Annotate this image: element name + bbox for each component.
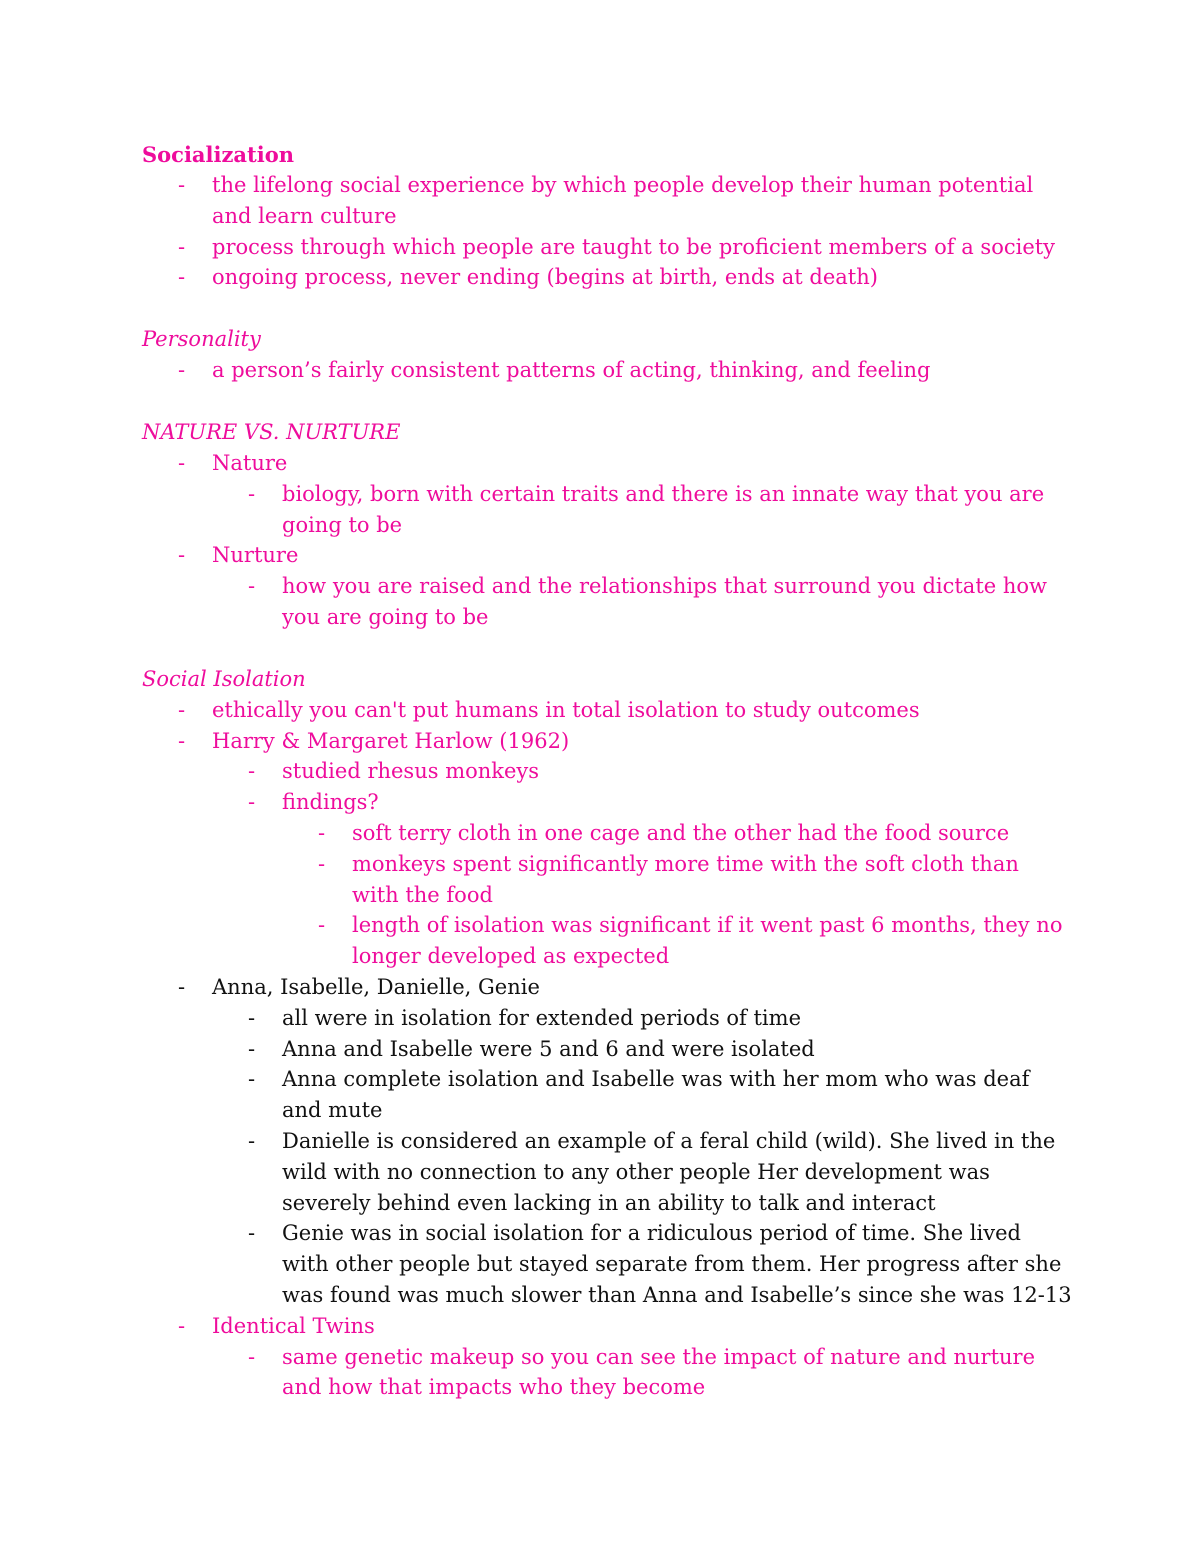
list-item-harlow — [142, 726, 1072, 757]
bullet-dash: - — [178, 358, 186, 383]
item-text: Anna, Isabelle, Danielle, Genie — [212, 974, 540, 999]
list-item — [142, 232, 1072, 263]
list-item-cases — [142, 972, 1072, 1003]
bullet-dash: - — [248, 759, 256, 784]
list-item — [142, 479, 1072, 541]
list-item — [142, 849, 1072, 911]
item-text: Identical Twins — [212, 1313, 375, 1338]
list-item — [142, 1064, 1072, 1126]
list-item-nature — [142, 448, 1072, 479]
item-text: Genie was in social isolation for a ridiculous period of time. She lived with other people but stayed separate from them. Her progress after she was found was much slower than Anna and Isabelle’s since she was 12-13 — [282, 1221, 1072, 1307]
item-text: process through which people are taught to be proficient members of a society — [212, 234, 1056, 259]
list-item-twins — [142, 1311, 1072, 1342]
bullet-dash: - — [178, 1313, 186, 1338]
item-text: monkeys spent significantly more time with the soft cloth than with the food — [352, 851, 1019, 907]
heading-social-isolation: Social Isolation — [142, 666, 306, 691]
item-text: findings? — [282, 790, 379, 815]
list-item — [142, 262, 1072, 293]
heading-nature-vs-nurture: NATURE VS. NURTURE — [142, 419, 401, 444]
blank-line — [142, 633, 1072, 664]
bullet-dash: - — [248, 790, 256, 815]
bullet-dash: - — [178, 450, 186, 475]
list-item — [142, 571, 1072, 633]
list-item — [142, 818, 1072, 849]
notes-content — [142, 139, 1072, 1403]
item-text: Nature — [212, 450, 288, 475]
item-text: Anna and Isabelle were 5 and 6 and were isolated — [282, 1036, 815, 1061]
bullet-dash: - — [318, 913, 326, 938]
item-text: all were in isolation for extended periods of time — [282, 1005, 801, 1030]
list-item — [142, 1342, 1072, 1404]
item-text: Anna complete isolation and Isabelle was with her mom who was deaf and mute — [282, 1067, 1030, 1123]
item-text: ethically you can't put humans in total isolation to study outcomes — [212, 697, 920, 722]
bullet-dash: - — [248, 1005, 256, 1030]
bullet-dash: - — [178, 173, 186, 197]
bullet-dash: - — [248, 1067, 256, 1092]
list-item — [142, 756, 1072, 787]
item-text: ongoing process, never ending (begins at birth, ends at death) — [212, 265, 878, 290]
list-item — [142, 1003, 1072, 1034]
list-item — [142, 1126, 1072, 1218]
item-text: the lifelong social experience by which people develop their human potential and learn culture — [212, 173, 1034, 228]
bullet-dash: - — [178, 697, 186, 722]
list-item — [142, 1218, 1072, 1310]
bullet-dash: - — [248, 1036, 256, 1061]
item-text: length of isolation was significant if it went past 6 months, they no longer developed as expected — [352, 913, 1063, 969]
list-item — [142, 695, 1072, 726]
item-text: a person’s fairly consistent patterns of acting, thinking, and feeling — [212, 358, 931, 383]
item-text: Harry & Margaret Harlow (1962) — [212, 728, 570, 753]
item-text: same genetic makeup so you can see the impact of nature and nurture and how that impacts who they become — [282, 1344, 1036, 1400]
blank-line — [142, 293, 1072, 324]
bullet-dash: - — [248, 1221, 256, 1246]
bullet-dash: - — [178, 234, 186, 259]
item-text: Nurture — [212, 543, 299, 568]
bullet-dash: - — [318, 851, 326, 876]
item-text: studied rhesus monkeys — [282, 759, 540, 784]
bullet-dash: - — [248, 574, 256, 599]
blank-line — [142, 386, 1072, 417]
bullet-dash: - — [248, 1344, 256, 1369]
list-item — [142, 910, 1072, 972]
list-item — [142, 787, 1072, 818]
item-text: how you are raised and the relationships that surround you dictate how you are going to be — [282, 574, 1048, 629]
list-item — [142, 1034, 1072, 1065]
bullet-dash: - — [178, 265, 186, 290]
list-item — [142, 355, 1072, 386]
item-text: soft terry cloth in one cage and the other had the food source — [352, 820, 1010, 845]
heading-socialization: Socialization — [142, 142, 294, 167]
bullet-dash: - — [178, 728, 186, 753]
list-item-nurture — [142, 540, 1072, 571]
bullet-dash: - — [248, 1128, 256, 1153]
bullet-dash: - — [248, 481, 256, 506]
list-item — [142, 170, 1072, 232]
heading-personality: Personality — [142, 327, 261, 352]
bullet-dash: - — [318, 820, 326, 845]
item-text: Danielle is considered an example of a feral child (wild). She lived in the wild with no connection to any other people Her development was severely behind even lacking in an ability to talk and interact — [282, 1128, 1056, 1215]
bullet-dash: - — [178, 974, 186, 999]
item-text: biology, born with certain traits and there is an innate way that you are going to be — [282, 481, 1045, 537]
bullet-dash: - — [178, 543, 186, 568]
